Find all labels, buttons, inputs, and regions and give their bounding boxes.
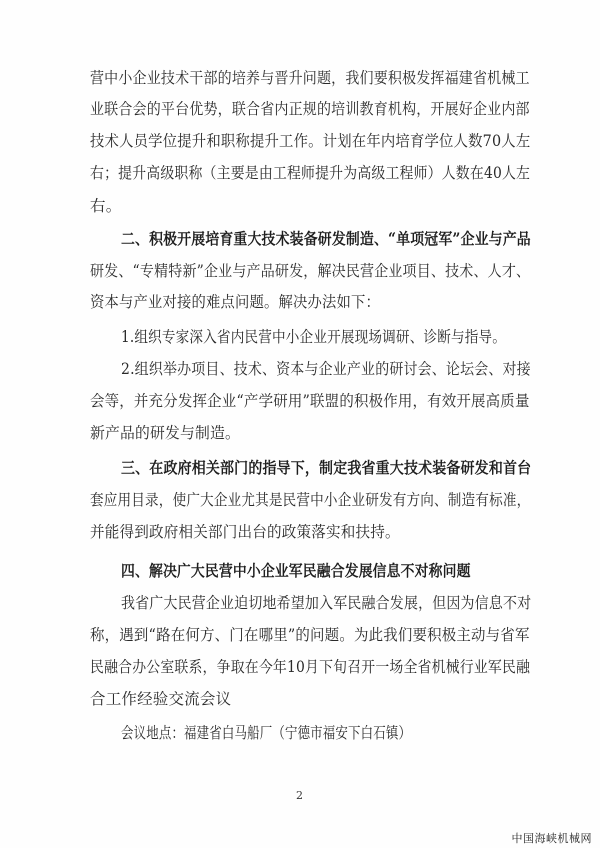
- section-heading-line: 四、解决广大民营中小企业军民融合发展信息不对称问题: [121, 561, 471, 580]
- page-number: 2: [296, 789, 303, 802]
- body-text-line: 右。: [90, 197, 122, 215]
- body-text-line: 套应用目录，使广大企业尤其是民营中小企业研发有方向、制造有标准，: [90, 491, 531, 509]
- body-text-line: 会等，并充分发挥企业“产学研用”联盟的积极作用，有效开展高质量: [90, 392, 530, 410]
- body-text-line: 民融合办公室联系，争取在今年10月下旬召开一场全省机械行业军民融: [90, 658, 531, 676]
- body-text-line: 技术人员学位提升和职称提升工作。计划在年内培育学位人数70人左: [90, 132, 531, 150]
- body-text-line: 资本与产业对接的难点问题。解决办法如下：: [90, 293, 381, 311]
- section-heading-line: 二、积极开展培育重大技术装备研发制造、“单项冠军”企业与产品: [121, 229, 531, 248]
- body-text-line: 称，遇到“路在何方、门在哪里”的问题。为此我们要积极主动与省军: [90, 626, 530, 644]
- body-text-line: 营中小企业技术干部的培养与晋升问题，我们要积极发挥福建省机械工: [90, 69, 530, 87]
- body-text-line: 并能得到政府相关部门出台的政策落实和扶持。: [90, 523, 400, 541]
- body-text-line: 合工作经验交流会议: [90, 690, 232, 708]
- body-text-line: 2.组织举办项目、技术、资本与企业产业的研讨会、论坛会、对接: [121, 360, 531, 378]
- body-text-line: 我省广大民营企业迫切地希望加入军民融合发展，但因为信息不对: [121, 594, 532, 612]
- site-watermark: 中国海峡机械网: [511, 832, 592, 845]
- body-text-line: 业联合会的平台优势，联合省内正规的培训教育机构，开展好企业内部: [90, 100, 530, 118]
- body-text-line: 研发、“专精特新”企业与产品研发，解决民营企业项目、技术、人才、: [90, 262, 531, 280]
- body-text-line: 新产品的研发与制造。: [90, 424, 241, 442]
- body-text-line: 会议地点：福建省白马船厂（宁德市福安下白石镇）: [121, 724, 412, 742]
- body-text-line: 1.组织专家深入省内民营中小企业开展现场调研、诊断与指导。: [121, 328, 507, 346]
- body-text-line: 右；提升高级职称（主要是由工程师提升为高级工程师）人数在40人左: [90, 164, 531, 182]
- section-heading-line: 三、在政府相关部门的指导下，制定我省重大技术装备研发和首台: [121, 458, 532, 477]
